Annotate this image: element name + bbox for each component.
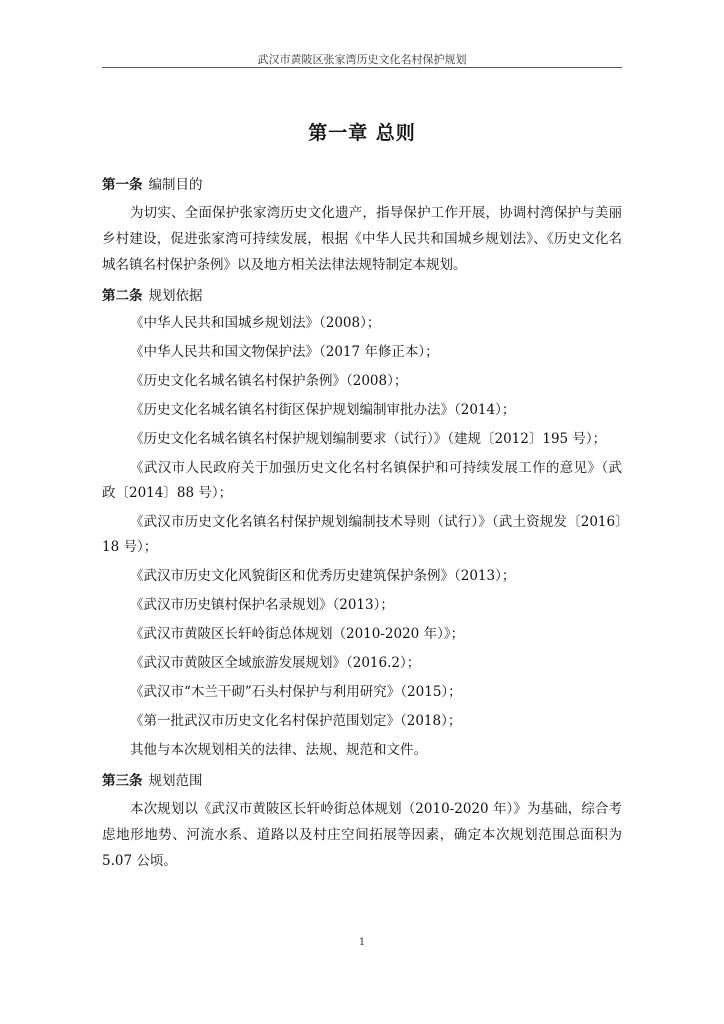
basis-item: 《武汉市历史镇村保护名录规划》（2013）；: [130, 597, 394, 613]
article-name: 规划范围: [148, 773, 203, 789]
basis-item: 《第一批武汉市历史文化名村保护范围划定》（2018）；: [130, 713, 462, 729]
basis-item: 《武汉市黄陂区全域旅游发展规划》（2016.2）；: [130, 655, 421, 671]
article-name: 编制目的: [148, 177, 203, 193]
basis-item: 《武汉市“木兰干砌”石头村保护与利用研究》（2015）；: [130, 684, 462, 700]
basis-item: 《历史文化名城名镇名村街区保护规划编制审批办法》（2014）；: [130, 402, 516, 418]
article-2: [102, 283, 622, 763]
article-3: [102, 768, 622, 874]
basis-item: 其他与本次规划相关的法律、法规、规范和文件。: [130, 742, 427, 758]
basis-item: 《武汉市人民政府关于加强历史文化名村名镇保护和可持续发展工作的意见》（武政〔2014〕88 号）；: [102, 460, 622, 501]
basis-item: 《历史文化名城名镇名村保护条例》（2008）；: [130, 373, 408, 389]
article-number: 第二条: [102, 288, 143, 304]
article-name: 规划依据: [148, 288, 203, 304]
article-heading: [102, 172, 622, 199]
basis-item: 《武汉市黄陂区长轩岭街总体规划（2010-2020 年）》；: [130, 626, 465, 642]
basis-item: 《历史文化名城名镇名村保护规划编制要求（试行）》（建规〔2012〕195 号）；: [130, 431, 607, 447]
basis-item: 《武汉市历史文化名镇名村保护规划编制技术导则（试行）》（武土资规发〔2016〕18 号）；: [102, 514, 622, 555]
document-body: [102, 172, 622, 879]
article-1: [102, 172, 622, 278]
article-number: 第一条: [102, 177, 143, 193]
basis-item: 《中华人民共和国城乡规划法》（2008）；: [130, 315, 381, 331]
article-number: 第三条: [102, 773, 143, 789]
article-paragraph: 为切实、全面保护张家湾历史文化遗产，指导保护工作开展，协调村湾保护与美丽乡村建设，促进张家湾可持续发展，根据《中华人民共和国城乡规划法》、《历史文化名城名镇名村保护条例》以及地方相关法律法规特制定本规划。: [102, 205, 622, 273]
basis-item: 《中华人民共和国文物保护法》（2017 年修正本）；: [130, 344, 439, 360]
article-paragraph: 本次规划以《武汉市黄陂区长轩岭街总体规划（2010-2020 年）》为基础，综合考虑地形地势、河流水系、道路以及村庄空间拓展等因素，确定本次规划范围总面积为 5.07 公顷。: [102, 801, 622, 869]
running-title: 武汉市黄陂区张家湾历史文化名村保护规划: [257, 53, 467, 66]
page-number: 1: [358, 937, 366, 948]
basis-item: 《武汉市历史文化风貌街区和优秀历史建筑保护条例》（2013）；: [130, 568, 516, 584]
chapter-title: 第一章 总则: [308, 122, 416, 144]
article-heading: [102, 768, 622, 795]
article-heading: [102, 283, 622, 310]
header-rule: [102, 67, 622, 68]
basis-list: [102, 311, 622, 763]
